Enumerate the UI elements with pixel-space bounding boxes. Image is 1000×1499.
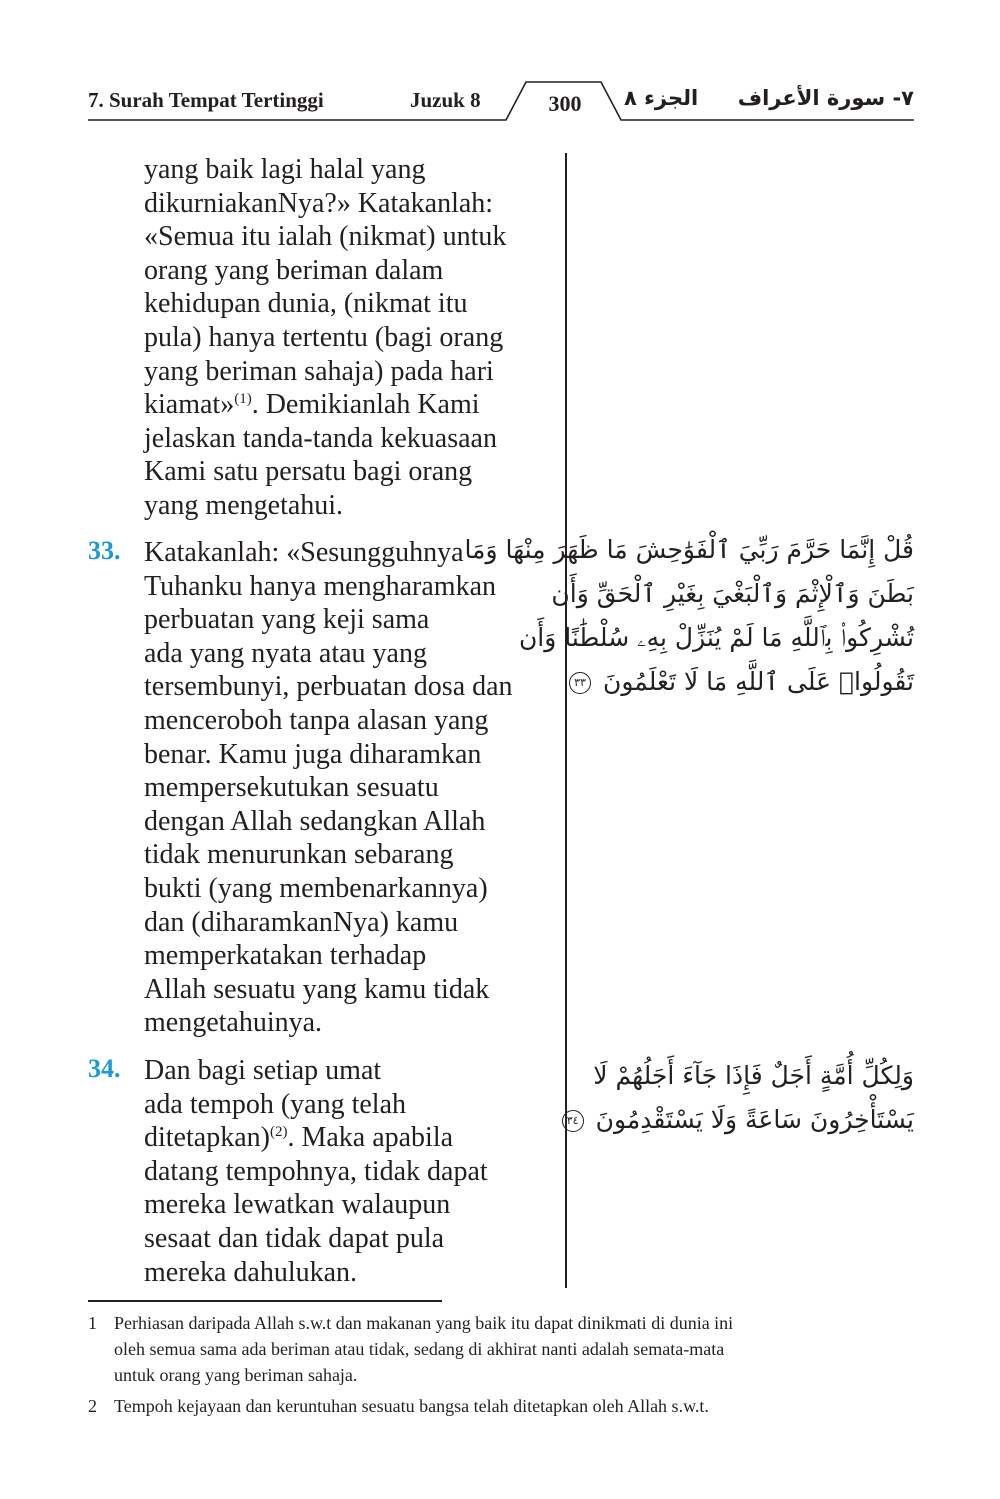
text-line: «Semua itu ialah (nikmat) untuk (144, 221, 507, 253)
text-line: oleh semua sama ada beriman atau tidak, sedang di akhirat nanti adalah semata-mata (114, 1339, 725, 1359)
text-line: mereka lewatkan walaupun (144, 1189, 451, 1221)
text-line: mengetahuinya. (144, 1007, 323, 1039)
surah-arabic: ٧- سورة الأعراف (737, 86, 914, 110)
text-line: Tempoh kejayaan dan keruntuhan sesuatu bangsa telah ditetapkan oleh Allah s.w.t. (114, 1396, 709, 1416)
text-line: jelaskan tanda-tanda kekuasaan (144, 422, 497, 454)
verse-translation (144, 1054, 554, 1289)
text-line: orang yang beriman dalam (144, 254, 444, 286)
text-line: bukti (yang membenarkannya) (144, 872, 488, 904)
footnote-number: 1 (88, 1313, 97, 1333)
verse-number: 33. (88, 536, 121, 565)
text-line: perbuatan yang keji sama (144, 604, 430, 636)
page-header (88, 78, 914, 124)
text-fragment: ditetapkan) (144, 1122, 270, 1154)
ayah-end-marker-icon: ٣٣ (569, 672, 591, 694)
text-line: sesaat dan tidak dapat pula (144, 1222, 445, 1254)
arabic-line: بَطَنَ وَٱلْإِثْمَ وَٱلْبَغْيَ بِغَيْرِ ٱلْحَقِّ وَأَن (551, 579, 914, 608)
arabic-verse-34 (562, 1054, 914, 1142)
text-line: Perhiasan daripada Allah s.w.t dan makanan yang baik itu dapat dinikmati di dunia ini (114, 1313, 734, 1333)
text-line: yang mengetahui. (144, 489, 344, 521)
text-line: yang baik lagi halal yang (144, 154, 426, 185)
text-line: mereka dahulukan. (144, 1256, 358, 1288)
text-line: dengan Allah sedangkan Allah (144, 805, 486, 837)
text-line: dikurniakanNya?» Katakanlah: (144, 187, 494, 219)
text-line: yang beriman sahaja) pada hari (144, 355, 494, 387)
arabic-verse-33 (464, 528, 914, 704)
text-line: pula) hanya tertentu (bagi orang (144, 321, 504, 353)
text-line (144, 388, 554, 422)
arabic-line: تُشْرِكُوا۟ بِٱللَّهِ مَا لَمْ يُنَزِّلْ بِهِۦ سُلْطَٰنًا وَأَن (518, 623, 914, 652)
text-line: dan (diharamkanNya) kamu (144, 906, 459, 938)
text-line: mempersekutukan sesuatu (144, 772, 439, 804)
footnote-ref-2[interactable]: (2) (269, 1124, 288, 1141)
juzuk-label: Juzuk 8 (410, 88, 481, 112)
arabic-line: قُلْ إِنَّمَا حَرَّمَ رَبِّيَ ٱلْفَوَٰحِشَ مَا ظَهَرَ مِنْهَا وَمَا (464, 535, 914, 564)
text-line: menceroboh tanpa alasan yang (144, 704, 489, 736)
verse-number: 34. (88, 1054, 121, 1083)
footnote-text (114, 1310, 914, 1388)
text-line: untuk orang yang beriman sahaja. (114, 1365, 358, 1385)
text-line: Kami satu persatu bagi orang (144, 456, 473, 488)
text-fragment: kiamat» (144, 389, 235, 421)
text-line: ada tempoh (yang telah (144, 1088, 407, 1120)
arabic-line: وَلِكُلِّ أُمَّةٍ أَجَلٌ فَإِذَا جَآءَ أَجَلُهُمْ لَا (593, 1061, 914, 1090)
text-fragment: . Maka apabila (287, 1122, 454, 1154)
text-line: tidak menurunkan sebarang (144, 839, 454, 871)
footnote-number: 2 (88, 1396, 97, 1416)
text-line: Katakanlah: «Sesungguhnya (144, 537, 464, 568)
ayah-end-marker-icon: ٣٤ (562, 1110, 584, 1132)
juz-arabic: الجزء ٨ (624, 86, 699, 110)
footnote-ref-1[interactable]: (1) (234, 391, 252, 408)
text-line: memperkatakan terhadap (144, 940, 427, 972)
text-line: Tuhanku hanya mengharamkan (144, 570, 496, 602)
text-line: datang tempohnya, tidak dapat (144, 1155, 488, 1187)
page-number: 300 (548, 91, 582, 116)
text-fragment: . Demikianlah Kami (251, 389, 480, 421)
text-line: benar. Kamu juga diharamkan (144, 738, 482, 770)
text-line: Dan bagi setiap umat (144, 1055, 382, 1086)
arabic-text: تَقُولُوا۟ عَلَى ٱللَّهِ مَا لَا تَعْلَمُونَ (603, 667, 914, 696)
text-line: tersembunyi, perbuatan dosa dan (144, 671, 513, 703)
text-line: kehidupan dunia, (nikmat itu (144, 288, 468, 320)
arabic-line (562, 1098, 914, 1142)
footnote-rule (88, 1300, 442, 1302)
arabic-line (464, 660, 914, 704)
verse-translation (144, 153, 554, 523)
arabic-text: يَسْتَأْخِرُونَ سَاعَةً وَلَا يَسْتَقْدِمُونَ (595, 1105, 914, 1134)
surah-title: 7. Surah Tempat Tertinggi (88, 88, 324, 112)
footnote-text (114, 1393, 914, 1419)
text-line: ada yang nyata atau yang (144, 637, 427, 669)
text-line (144, 1121, 554, 1155)
text-line: Allah sesuatu yang kamu tidak (144, 973, 490, 1005)
